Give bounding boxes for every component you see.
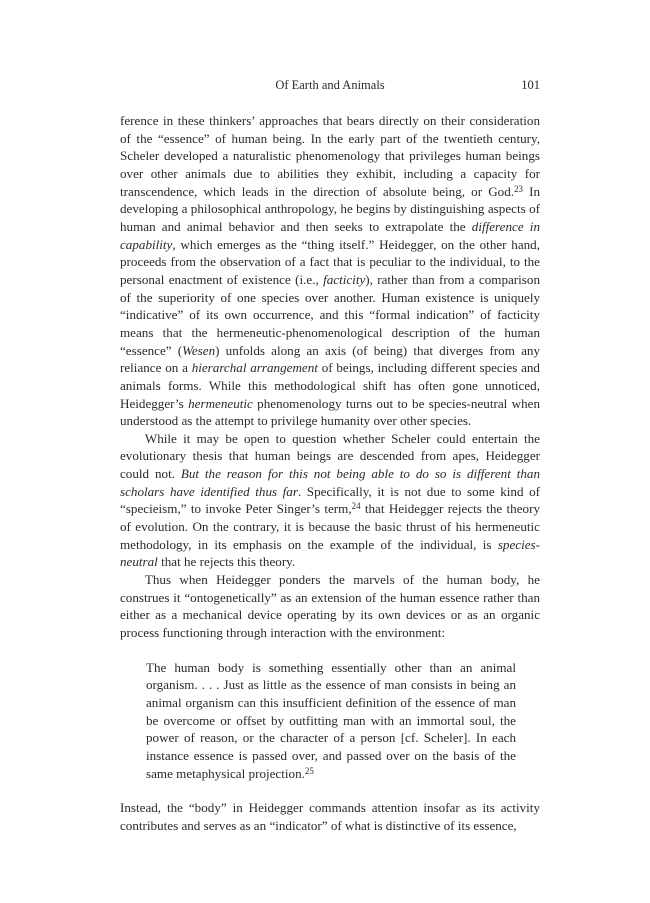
running-head xyxy=(120,78,540,98)
emphasis-text: Wesen xyxy=(182,342,216,358)
emphasis-text: species-neutral xyxy=(120,536,540,570)
text-run: ), rather than from a comparison of the superiority of one species over another. Human existence is uniquely “indicative” of its own occurrence, and this “formal indication” of facticity means that the hermeneutic-phenomenological description of the human “essence” ( xyxy=(120,271,540,358)
paragraph-1 xyxy=(120,112,540,430)
quote-text: The human body is something essentially other than an animal organism. . . . Just as little as the essence of man consists in being an animal organism can this insufficient definition of the essence of man be overcome or offset by outfitting man with an immortal soul, the power of reason, or the character of a person [cf. Scheler]. In each instance essence is passed over, and passed over on the basis of the same metaphysical projection. xyxy=(146,659,516,781)
paragraph-2 xyxy=(120,430,540,571)
page-number: 101 xyxy=(521,78,540,92)
paragraph-3: Thus when Heidegger ponders the marvels of the human body, he construes it “ontogenetically” as an extension of the human essence rather than either as a mechanical device operating by its own devices or as an organic process functioning through interaction with the environment: xyxy=(120,572,540,641)
text-run: of beings, including different species and animals forms. While this methodological shift has often gone unnoticed, Heidegger’s xyxy=(120,360,540,411)
text-run: While it may be open to question whether Scheler could entertain the evolutionary thesis that human beings are descended from apes, Heidegger could not. xyxy=(120,430,540,482)
emphasis-text: difference in capability xyxy=(120,218,540,252)
emphasis-text: hierarchal arrangement xyxy=(191,360,318,376)
block-quote xyxy=(146,659,516,783)
text-run: ) unfolds along an axis (of being) that diverges from any reliance on a xyxy=(120,342,540,376)
text-run: , which emerges as the “thing itself.” Heidegger, on the other hand, proceeds from the observation of a fact that is peculiar to the individual, to the personal enactment of existence (i.e., xyxy=(120,236,540,287)
book-page xyxy=(120,78,540,835)
text-run: that Heidegger rejects the theory of evolution. On the contrary, it is because the basic thrust of his hermeneutic methodology, in its emphasis on the example of the individual, is xyxy=(120,501,540,552)
text-run: In developing a philosophical anthropology, he begins by distinguishing aspects of human and animal behavior and then seeks to extrapolate the xyxy=(120,183,540,234)
footnote-ref-23[interactable]: 23 xyxy=(514,183,523,194)
text-run: phenomenology turns out to be species-neutral when understood as the attempt to privilege humanity over other species. xyxy=(120,395,540,429)
running-title: Of Earth and Animals xyxy=(275,78,385,92)
text-run: . Specifically, it is not due to some kind of “specieism,” to invoke Peter Singer’s term, xyxy=(120,483,540,517)
emphasis-text: But the reason for this not being able to do so is different than scholars have identified thus far xyxy=(120,466,540,499)
footnote-ref-25[interactable]: 25 xyxy=(304,765,314,776)
text-run: ference in these thinkers’ approaches that bears directly on their consideration of the “essence” of human being. In the early part of the twentieth century, Scheler developed a naturalistic phenomenology that privileges human beings over other animals due to abilities they exhibit, including a capacity for transcendence, which leads in the direction of absolute being, or God. xyxy=(120,113,540,199)
emphasis-text: hermeneutic xyxy=(188,395,253,411)
paragraph-4: Instead, the “body” in Heidegger commands attention insofar as its activity contributes and serves as an “indicator” of what is distinctive of its essence, xyxy=(120,800,540,833)
emphasis-text: facticity xyxy=(323,271,366,287)
footnote-ref-24[interactable]: 24 xyxy=(351,501,361,512)
text-run: that he rejects this theory. xyxy=(157,554,296,570)
